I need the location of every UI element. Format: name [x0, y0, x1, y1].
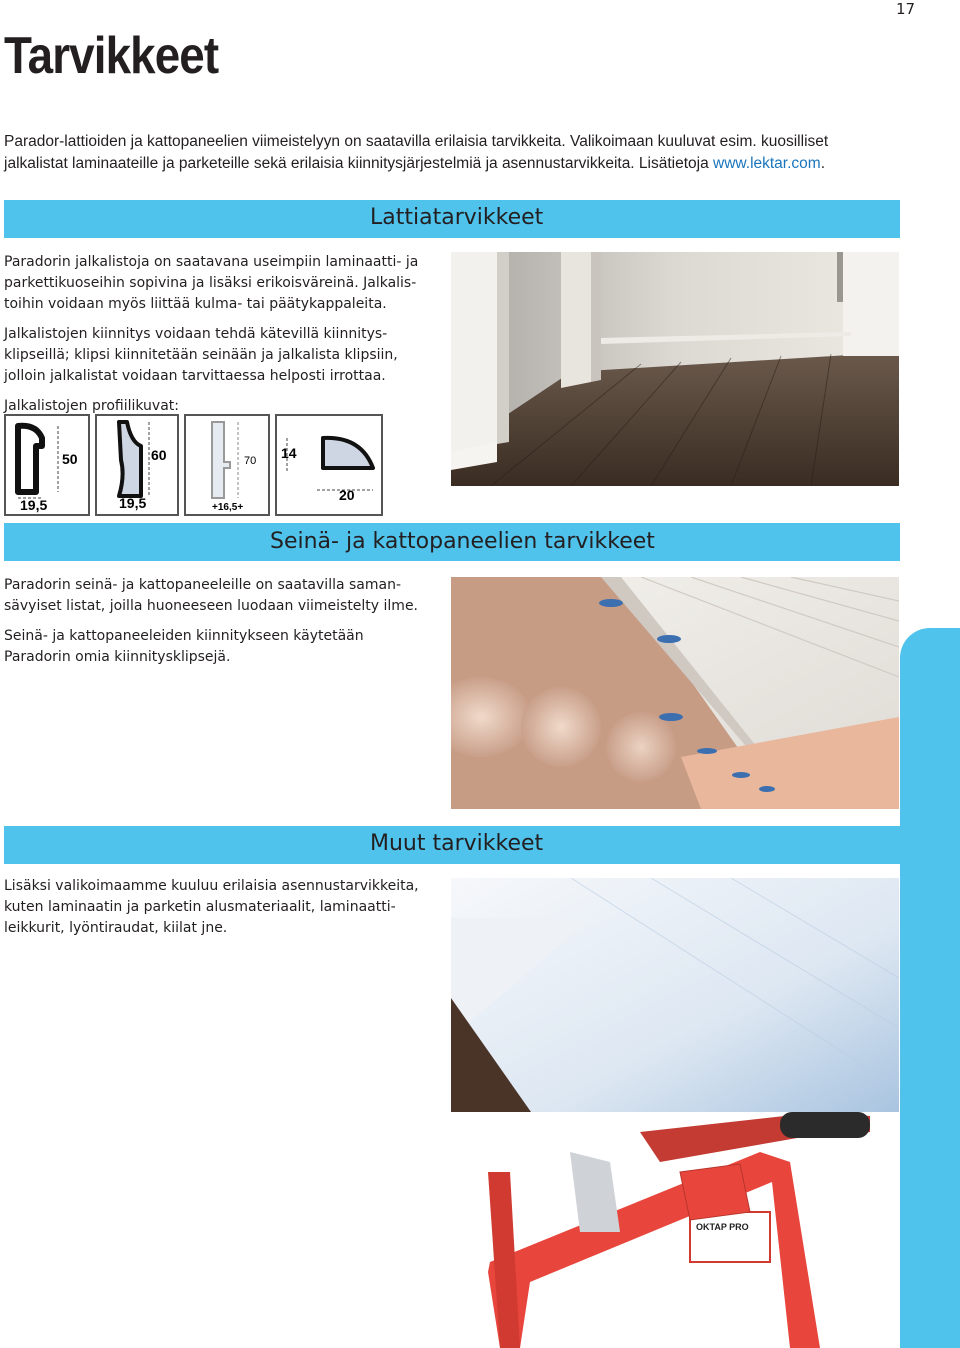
profile-4-height: 14 — [281, 445, 297, 461]
ceiling-photo-image — [451, 577, 899, 809]
page-title: Tarvikkeet — [4, 27, 219, 85]
floor-p2-line: Jalkalistojen kiinnitys voidaan tehdä kätevillä kiinnitys- — [4, 326, 388, 342]
panels-text — [4, 575, 444, 677]
intro-line-2-text: jalkalistat laminaateille ja parketeille sekä erilaisia kiinnitysjärjestelmiä ja asennustarvikkeita. Lisätietoja — [4, 155, 714, 172]
profile-4-width: 20 — [339, 487, 355, 503]
profile-1-height: 50 — [62, 451, 78, 467]
intro-text — [4, 131, 904, 175]
laminate-cutter-icon — [460, 1112, 880, 1348]
website-link[interactable]: www.lektar.com — [713, 155, 821, 172]
profiles-label: Jalkalistojen profiilikuvat: — [4, 398, 179, 414]
floor-p1-line: Paradorin jalkalistoja on saatavana useimpiin laminaatti- ja — [4, 254, 419, 270]
other-text — [4, 876, 444, 948]
underlay-photo — [451, 878, 899, 1112]
floor-photo-image — [451, 252, 899, 486]
ceiling-photo — [451, 577, 899, 809]
page-number: 17 — [896, 0, 916, 18]
profile-drawing-2 — [95, 414, 179, 516]
profile-3-width: 16,5 — [217, 502, 238, 513]
floor-p2-line: jolloin jalkalistat voidaan tarvittaessa helposti irrottaa. — [4, 368, 386, 384]
other-p1-line: kuten laminaatin ja parketin alusmateriaalit, laminaatti- — [4, 899, 396, 915]
svg-text:+16,5+: +16,5+ — [212, 502, 244, 513]
profile-2-icon — [97, 416, 177, 514]
other-p1-line: Lisäksi valikoimaamme kuuluu erilaisia asennustarvikkeita, — [4, 878, 419, 894]
intro-line-2-end: . — [820, 155, 826, 172]
profile-3-icon — [186, 416, 268, 514]
cutter-photo — [460, 1112, 880, 1348]
panels-p2-line: Paradorin omia kiinnitysklipsejä. — [4, 649, 231, 665]
intro-line-1: Parador-lattioiden ja kattopaneelien viimeistelyyn on saatavilla erilaisia tarvikkeita. Valikoimaan kuuluvat esim. kuosilliset — [4, 133, 829, 150]
profile-2-width: 19,5 — [119, 495, 147, 511]
floor-paragraph-2 — [4, 324, 444, 387]
underlay-photo-image — [451, 878, 899, 1112]
profile-1-icon — [6, 416, 88, 514]
cutter-brand-label: OKTAP PRO — [696, 1222, 749, 1232]
floor-photo — [451, 252, 899, 486]
profile-4-icon — [277, 416, 381, 514]
floor-p1-line: parkettikuoseihin sopivina ja lisäksi erikoisväreinä. Jalkalis- — [4, 275, 417, 291]
floor-p1-line: toihin voidaan myös liittää kulma- tai päätykappaleita. — [4, 296, 387, 312]
section-heading-panels: Seinä- ja kattopaneelien tarvikkeet — [270, 529, 655, 554]
profile-1-width: 19,5 — [20, 497, 48, 513]
section-heading-other: Muut tarvikkeet — [370, 831, 544, 856]
other-paragraph-1 — [4, 876, 444, 939]
panels-paragraph-2 — [4, 626, 444, 668]
panels-p2-line: Seinä- ja kattopaneeleiden kiinnitykseen käytetään — [4, 628, 364, 644]
section-heading-floor: Lattiatarvikkeet — [370, 205, 544, 230]
other-p1-line: leikkurit, lyöntiraudat, kiilat jne. — [4, 920, 228, 936]
profile-3-height: 70 — [244, 455, 257, 467]
profile-drawing-4 — [275, 414, 383, 516]
floor-p2-line: klipseillä; klipsi kiinnitetään seinään ja jalkalista klipsiin, — [4, 347, 398, 363]
panels-p1-line: sävyiset listat, joilla huoneeseen luodaan viimeistelty ilme. — [4, 598, 419, 614]
profile-drawing-3 — [184, 414, 270, 516]
panels-p1-line: Paradorin seinä- ja kattopaneeleille on saatavilla saman- — [4, 577, 402, 593]
side-tab — [900, 628, 960, 1348]
floor-paragraph-1 — [4, 252, 444, 315]
intro-line-2 — [4, 153, 904, 175]
profile-2-height: 60 — [151, 447, 167, 463]
profile-drawing-1 — [4, 414, 90, 516]
panels-paragraph-1 — [4, 575, 444, 617]
floor-text — [4, 252, 444, 426]
